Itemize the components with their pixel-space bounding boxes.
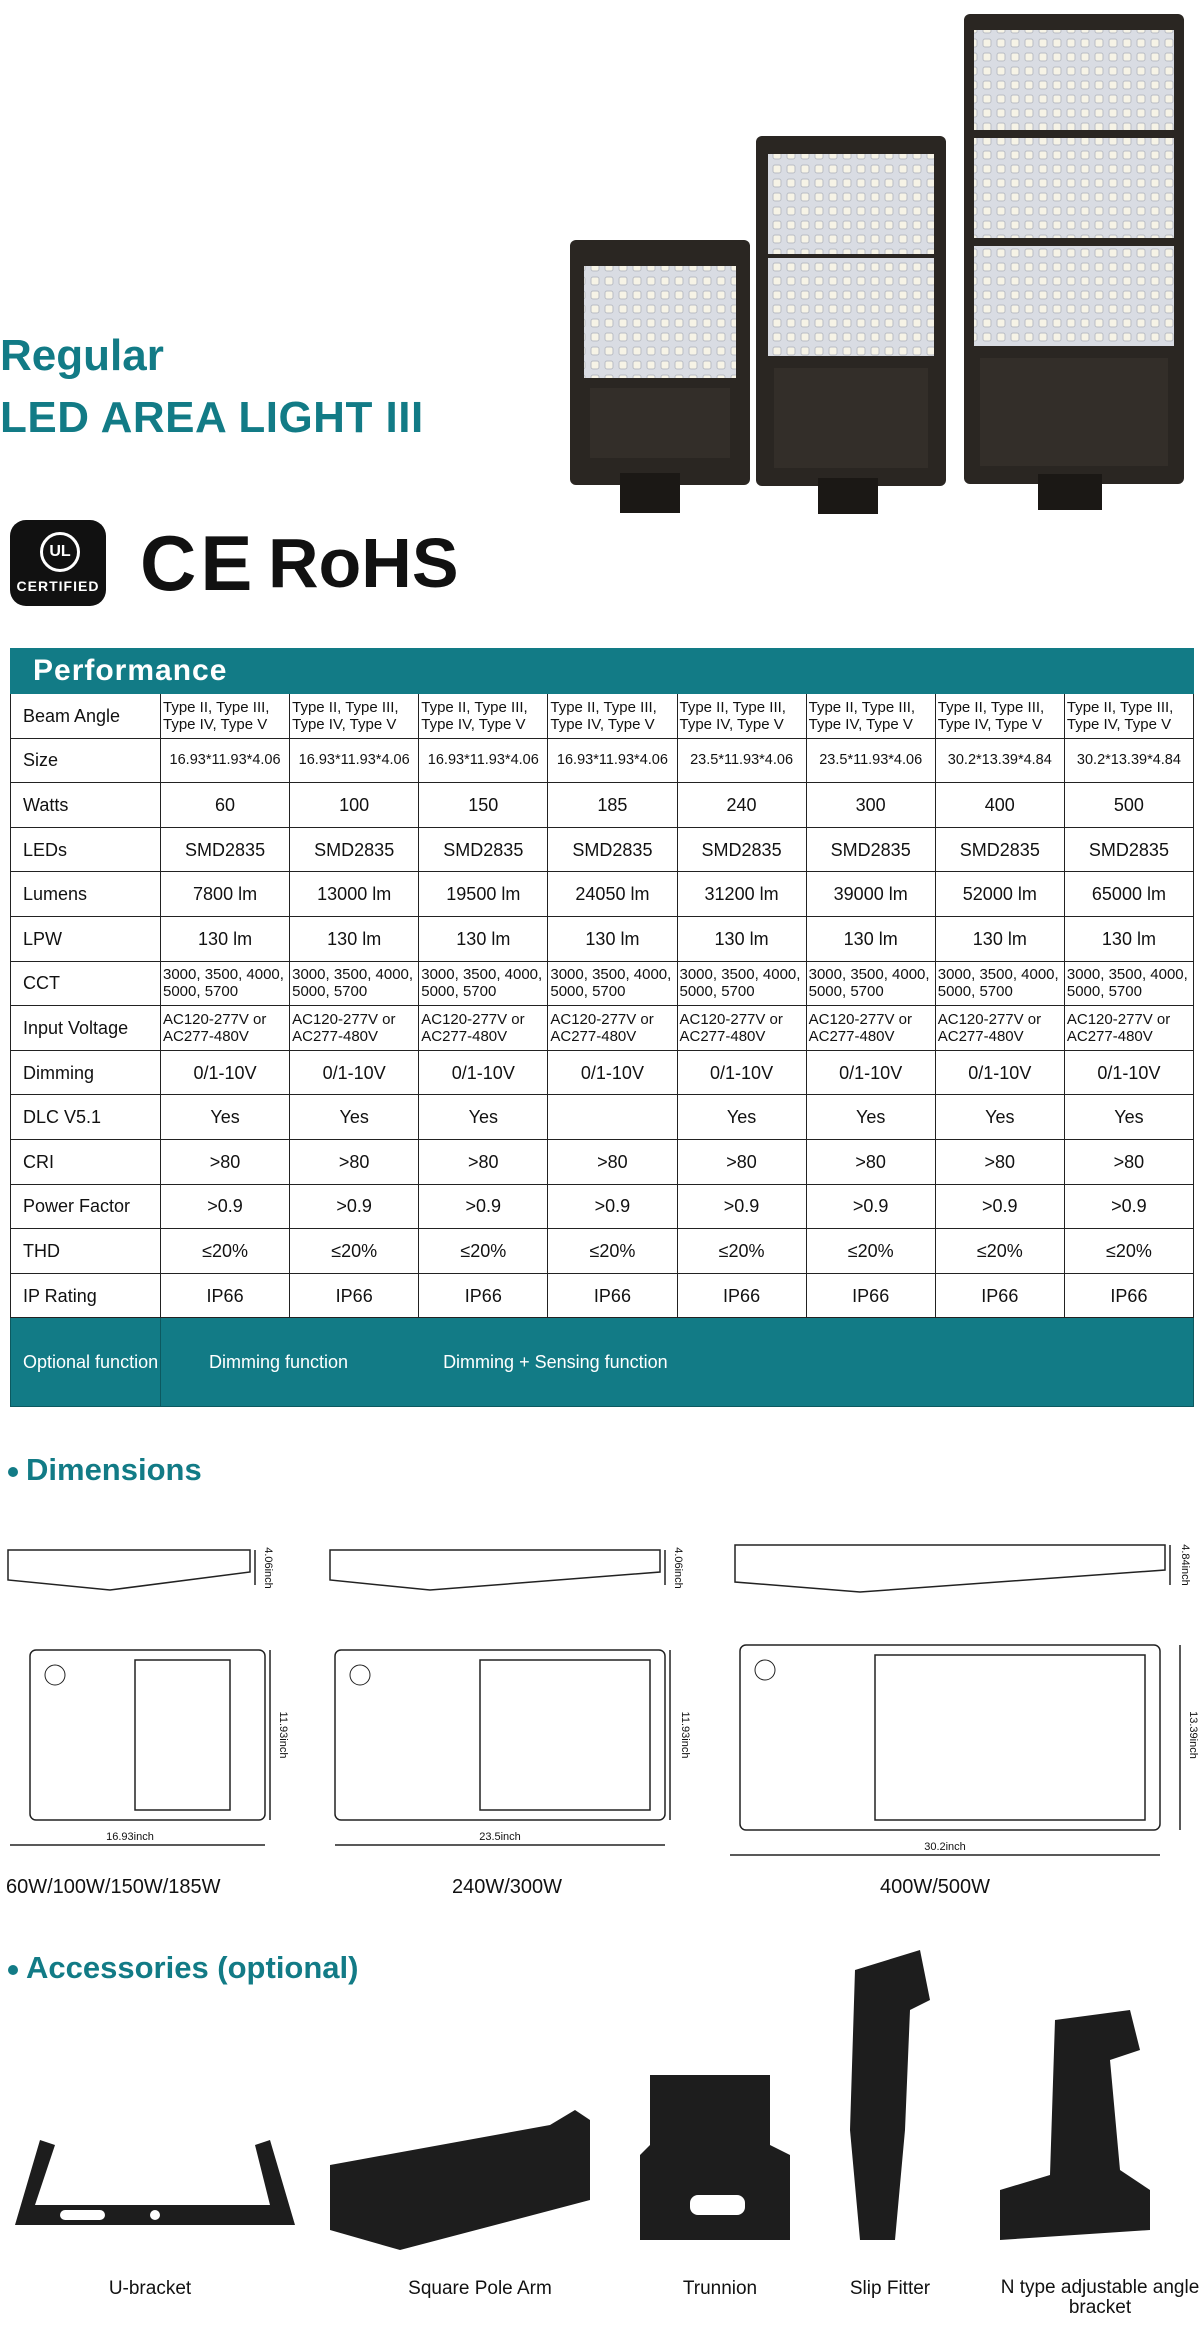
table-cell: 23.5*11.93*4.06 [677, 738, 806, 783]
table-cell: 60 [161, 783, 290, 828]
table-cell: 16.93*11.93*4.06 [419, 738, 548, 783]
table-cell: 130 lm [1064, 916, 1193, 961]
dim-caption-2: 400W/500W [880, 1876, 991, 1898]
dimensions-title: Dimensions [26, 1452, 202, 1487]
row-label: CRI [11, 1139, 161, 1184]
table-cell: 31200 lm [677, 872, 806, 917]
accessory-label-0: U-bracket [108, 2278, 192, 2299]
table-cell: SMD2835 [806, 827, 935, 872]
table-cell: Yes [1064, 1095, 1193, 1140]
table-cell: 500 [1064, 783, 1193, 828]
row-label: Size [11, 738, 161, 783]
table-row [11, 961, 1194, 1006]
table-cell: ≤20% [161, 1229, 290, 1274]
row-label: Power Factor [11, 1184, 161, 1229]
title-line-2: LED AREA LIGHT III [0, 393, 424, 442]
accessory-label-2: Trunnion [682, 2278, 758, 2299]
table-cell: 130 lm [806, 916, 935, 961]
accessory-label-4: N type adjustable angle bracket [1000, 2277, 1200, 2318]
table-cell: 13000 lm [290, 872, 419, 917]
table-cell: >0.9 [548, 1184, 677, 1229]
square-pole-arm-shape [330, 2110, 590, 2250]
table-cell: >0.9 [806, 1184, 935, 1229]
table-row [11, 1095, 1194, 1140]
row-label: IP Rating [11, 1273, 161, 1318]
table-cell: 0/1-10V [806, 1050, 935, 1095]
optional-function-label: Optional function [11, 1318, 161, 1407]
table-cell: Type II, Type III, Type IV, Type V [806, 694, 935, 739]
table-cell: AC120-277V or AC277-480V [419, 1006, 548, 1051]
dim-depth-2: 4.84inch [1179, 1544, 1191, 1586]
dimension-drawings [0, 1530, 1200, 1910]
row-label: DLC V5.1 [11, 1095, 161, 1140]
table-cell: >0.9 [677, 1184, 806, 1229]
table-cell: 0/1-10V [548, 1050, 677, 1095]
table-cell: AC120-277V or AC277-480V [935, 1006, 1064, 1051]
fixture-small [570, 240, 750, 513]
table-cell: 400 [935, 783, 1064, 828]
table-cell: >80 [806, 1139, 935, 1184]
table-cell: AC120-277V or AC277-480V [677, 1006, 806, 1051]
n-type-bracket-shape [1000, 2010, 1150, 2240]
table-cell: 0/1-10V [290, 1050, 419, 1095]
table-cell: ≤20% [290, 1229, 419, 1274]
table-cell: IP66 [548, 1273, 677, 1318]
table-cell: 52000 lm [935, 872, 1064, 917]
table-cell: SMD2835 [935, 827, 1064, 872]
trunnion-shape [640, 2075, 790, 2240]
accessory-label-3: Slip Fitter [849, 2278, 931, 2299]
table-cell: Type II, Type III, Type IV, Type V [419, 694, 548, 739]
table-cell: IP66 [161, 1273, 290, 1318]
table-cell: 300 [806, 783, 935, 828]
table-cell: Type II, Type III, Type IV, Type V [161, 694, 290, 739]
dim-width-1: 23.5inch [479, 1831, 521, 1843]
table-cell: 240 [677, 783, 806, 828]
table-cell: IP66 [290, 1273, 419, 1318]
table-cell: AC120-277V or AC277-480V [548, 1006, 677, 1051]
accessory-label-1: Square Pole Arm [408, 2278, 552, 2299]
table-cell: 16.93*11.93*4.06 [161, 738, 290, 783]
row-label: Dimming [11, 1050, 161, 1095]
dim-caption-1: 240W/300W [452, 1876, 563, 1898]
dimensions-heading [8, 1452, 202, 1488]
table-cell: 7800 lm [161, 872, 290, 917]
table-cell: IP66 [935, 1273, 1064, 1318]
table-cell: >80 [677, 1139, 806, 1184]
table-cell: SMD2835 [1064, 827, 1193, 872]
table-cell: 0/1-10V [419, 1050, 548, 1095]
table-cell: 24050 lm [548, 872, 677, 917]
table-cell: 23.5*11.93*4.06 [806, 738, 935, 783]
ul-label: CERTIFIED [16, 578, 100, 594]
optional-function-item: Dimming + Sensing function [443, 1352, 668, 1373]
table-cell: ≤20% [1064, 1229, 1193, 1274]
table-cell: 19500 lm [419, 872, 548, 917]
table-row [11, 1229, 1194, 1274]
table-cell: 130 lm [290, 916, 419, 961]
table-cell: Yes [419, 1095, 548, 1140]
table-cell: Yes [290, 1095, 419, 1140]
table-cell: AC120-277V or AC277-480V [161, 1006, 290, 1051]
table-cell: 3000, 3500, 4000, 5000, 5700 [935, 961, 1064, 1006]
table-cell: 16.93*11.93*4.06 [548, 738, 677, 783]
table-cell: SMD2835 [419, 827, 548, 872]
optional-function-item: Dimming function [209, 1352, 349, 1373]
ce-mark: CE [140, 519, 257, 607]
table-cell: AC120-277V or AC277-480V [1064, 1006, 1193, 1051]
row-label: CCT [11, 961, 161, 1006]
table-cell: ≤20% [548, 1229, 677, 1274]
table-cell: 130 lm [548, 916, 677, 961]
ul-certified-logo [10, 520, 106, 606]
table-cell: 0/1-10V [677, 1050, 806, 1095]
dim-width-2: 30.2inch [924, 1841, 966, 1853]
table-cell: Type II, Type III, Type IV, Type V [677, 694, 806, 739]
dim-depth-1: 4.06inch [672, 1547, 684, 1589]
table-cell: IP66 [1064, 1273, 1193, 1318]
table-cell: 16.93*11.93*4.06 [290, 738, 419, 783]
table-cell: 3000, 3500, 4000, 5000, 5700 [548, 961, 677, 1006]
table-row [11, 1184, 1194, 1229]
dim-height-0: 11.93inch [277, 1711, 289, 1759]
table-cell: >0.9 [419, 1184, 548, 1229]
dim-depth-0: 4.06inch [262, 1547, 274, 1589]
row-label: Lumens [11, 872, 161, 917]
table-cell: 185 [548, 783, 677, 828]
table-cell: SMD2835 [290, 827, 419, 872]
row-label: Watts [11, 783, 161, 828]
table-cell: 3000, 3500, 4000, 5000, 5700 [290, 961, 419, 1006]
table-cell: SMD2835 [677, 827, 806, 872]
table-row [11, 1050, 1194, 1095]
table-cell: Yes [161, 1095, 290, 1140]
table-cell: Yes [677, 1095, 806, 1140]
table-cell: ≤20% [935, 1229, 1064, 1274]
table-cell: 0/1-10V [161, 1050, 290, 1095]
table-cell: >80 [290, 1139, 419, 1184]
table-cell: 39000 lm [806, 872, 935, 917]
fixture-medium [756, 136, 946, 514]
table-cell: >0.9 [290, 1184, 419, 1229]
table-cell: Yes [935, 1095, 1064, 1140]
ul-mark: UL [40, 532, 80, 572]
product-photo-group [560, 8, 1200, 520]
table-cell: 3000, 3500, 4000, 5000, 5700 [1064, 961, 1193, 1006]
table-cell: >0.9 [161, 1184, 290, 1229]
table-cell: 130 lm [935, 916, 1064, 961]
table-cell: SMD2835 [161, 827, 290, 872]
table-row [11, 783, 1194, 828]
table-cell: Type II, Type III, Type IV, Type V [548, 694, 677, 739]
table-row [11, 872, 1194, 917]
title-line-1: Regular [0, 331, 164, 380]
table-row [11, 916, 1194, 961]
table-cell: Type II, Type III, Type IV, Type V [1064, 694, 1193, 739]
table-cell: 3000, 3500, 4000, 5000, 5700 [161, 961, 290, 1006]
table-cell: >80 [548, 1139, 677, 1184]
table-cell: 130 lm [161, 916, 290, 961]
performance-title: Performance [11, 649, 1194, 694]
table-cell: 3000, 3500, 4000, 5000, 5700 [806, 961, 935, 1006]
accessories-title: Accessories (optional) [26, 1950, 359, 1985]
table-cell: 0/1-10V [935, 1050, 1064, 1095]
table-row [11, 1273, 1194, 1318]
table-cell [548, 1095, 677, 1140]
table-cell: Yes [806, 1095, 935, 1140]
table-cell: Type II, Type III, Type IV, Type V [290, 694, 419, 739]
row-label: THD [11, 1229, 161, 1274]
row-label: Beam Angle [11, 694, 161, 739]
table-row [11, 1139, 1194, 1184]
table-cell: 3000, 3500, 4000, 5000, 5700 [419, 961, 548, 1006]
table-cell: IP66 [806, 1273, 935, 1318]
table-cell: 65000 lm [1064, 872, 1193, 917]
rohs-mark: RoHS [268, 524, 459, 602]
table-cell: >80 [419, 1139, 548, 1184]
table-cell: 130 lm [677, 916, 806, 961]
table-row [11, 1006, 1194, 1051]
table-row [11, 827, 1194, 872]
table-cell: ≤20% [677, 1229, 806, 1274]
accessory-photos [0, 1940, 1200, 2270]
table-cell: SMD2835 [548, 827, 677, 872]
dim-caption-0: 60W/100W/150W/185W [6, 1876, 221, 1898]
table-cell: IP66 [677, 1273, 806, 1318]
slip-fitter-shape [850, 1950, 930, 2240]
dim-height-1: 11.93inch [679, 1711, 691, 1759]
table-cell: >80 [935, 1139, 1064, 1184]
fixture-large [964, 14, 1184, 510]
performance-table [10, 648, 1194, 1407]
table-row [11, 738, 1194, 783]
row-label: LEDs [11, 827, 161, 872]
optional-function-items [161, 1318, 1194, 1407]
table-cell: >0.9 [1064, 1184, 1193, 1229]
optional-function-row [11, 1318, 1194, 1407]
table-cell: AC120-277V or AC277-480V [290, 1006, 419, 1051]
table-cell: >80 [161, 1139, 290, 1184]
dim-width-0: 16.93inch [106, 1831, 154, 1843]
table-cell: AC120-277V or AC277-480V [806, 1006, 935, 1051]
table-cell: Type II, Type III, Type IV, Type V [935, 694, 1064, 739]
table-cell: 3000, 3500, 4000, 5000, 5700 [677, 961, 806, 1006]
row-label: LPW [11, 916, 161, 961]
table-cell: >0.9 [935, 1184, 1064, 1229]
table-cell: IP66 [419, 1273, 548, 1318]
row-label: Input Voltage [11, 1006, 161, 1051]
table-cell: ≤20% [806, 1229, 935, 1274]
table-cell: 150 [419, 783, 548, 828]
table-cell: ≤20% [419, 1229, 548, 1274]
table-cell: 30.2*13.39*4.84 [935, 738, 1064, 783]
bullet-dot [8, 1467, 18, 1477]
table-row [11, 694, 1194, 739]
dim-height-2: 13.39inch [1187, 1711, 1199, 1759]
table-cell: 30.2*13.39*4.84 [1064, 738, 1193, 783]
table-cell: 130 lm [419, 916, 548, 961]
table-cell: >80 [1064, 1139, 1193, 1184]
table-cell: 100 [290, 783, 419, 828]
table-cell: 0/1-10V [1064, 1050, 1193, 1095]
